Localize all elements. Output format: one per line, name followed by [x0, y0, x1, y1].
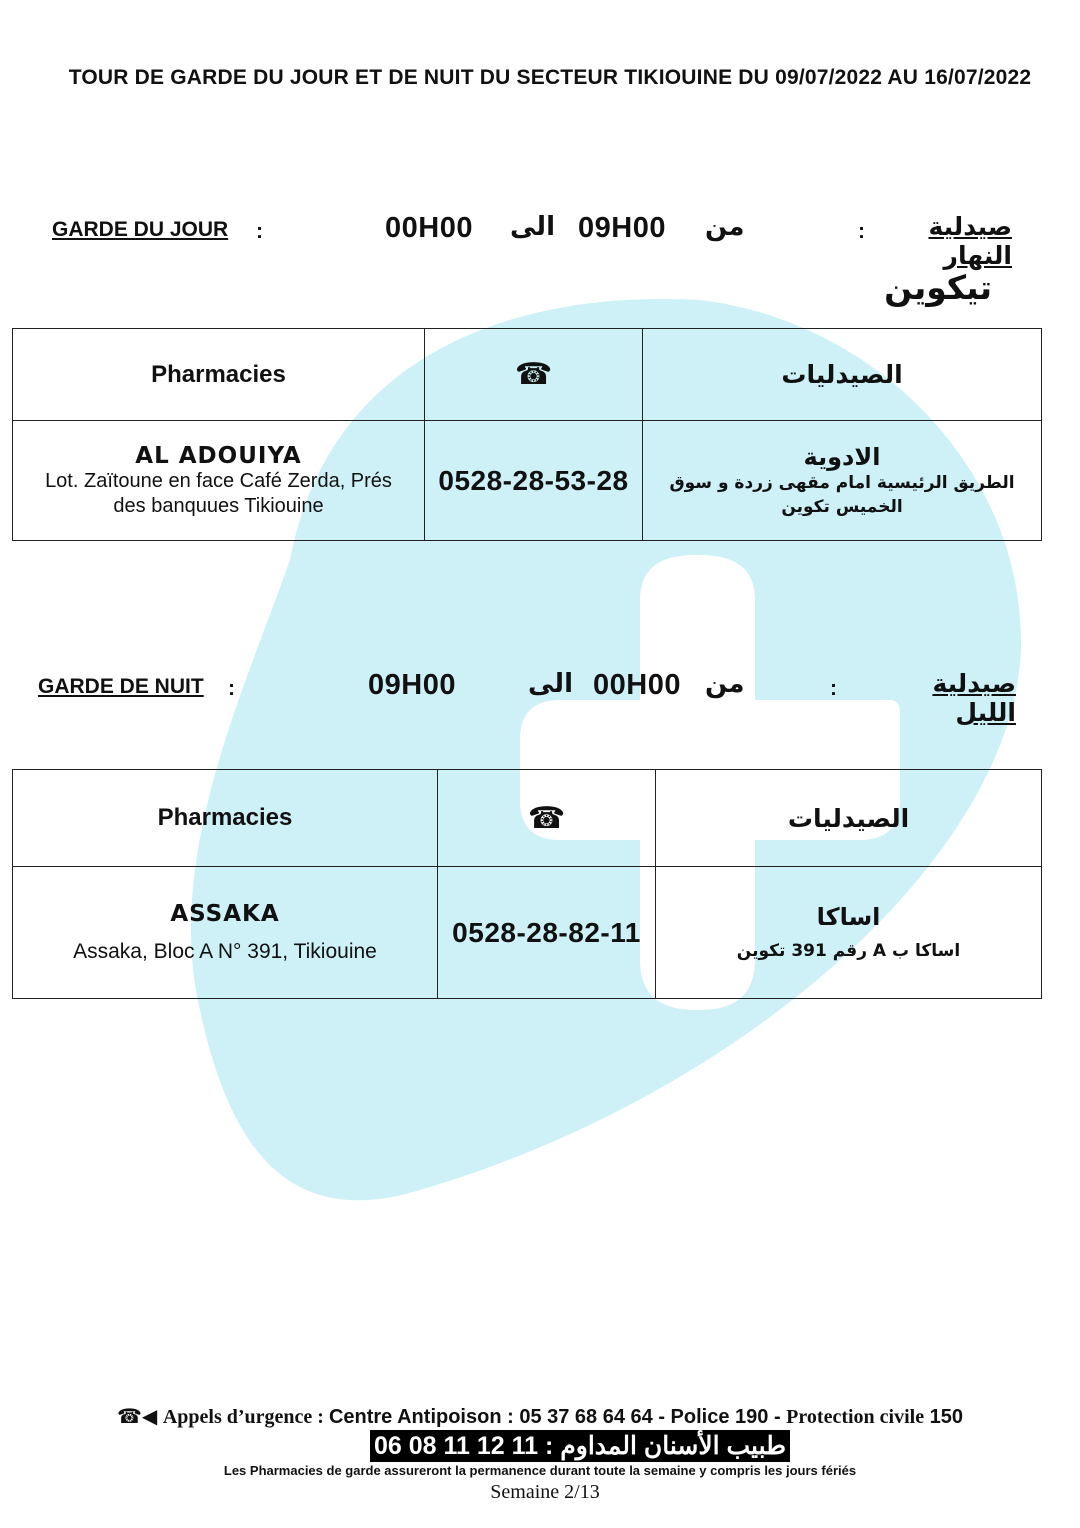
pharmacy-name: ASSAKA: [170, 901, 280, 927]
civil-protection-number: 150: [929, 1406, 964, 1428]
pharmacy-address: Assaka, Bloc A N° 391, Tikiouine: [73, 940, 377, 963]
pharmacy-address-ar: اساكا ب A رقم 391 تكوين: [736, 940, 961, 961]
night-time-from: 00H00: [593, 669, 681, 701]
night-colon: :: [228, 677, 235, 700]
pharmacy-name: AL ADOUIYA: [135, 442, 302, 469]
night-guard-label: GARDE DE NUIT: [38, 675, 204, 698]
day-guard-label-ar: صيدلية النهار: [928, 212, 1012, 270]
pharmacy-phone: 0528-28-82-11: [452, 916, 641, 948]
telephone-icon: ☎: [527, 801, 566, 835]
night-word-from: من: [705, 669, 745, 699]
night-pharmacy-table: [12, 769, 1042, 999]
night-colon-ar: :: [830, 677, 837, 700]
column-header-pharmacies: Pharmacies: [157, 804, 293, 831]
column-header-pharmacies: Pharmacies: [151, 360, 286, 388]
pharmacy-name-ar: الادوية: [803, 442, 881, 471]
pharmacy-name-ar: اساكا: [816, 902, 881, 931]
on-call-dentist: طبيب الأسنان المداوم : 11 12 11 08 06: [370, 1430, 790, 1462]
civil-protection-label: Protection civile: [786, 1406, 925, 1428]
day-word-to: الى: [510, 212, 555, 242]
pharmacy-address-line1: Lot. Zaïtoune en face Café Zerda, Prés: [45, 469, 392, 492]
night-time-to: 09H00: [368, 669, 456, 701]
night-word-to: الى: [528, 669, 573, 699]
day-pharmacy-table: [12, 328, 1042, 541]
day-colon: :: [256, 220, 263, 243]
pharmacy-address-ar-line1: الطريق الرئيسية امام مقهى زردة و سوق: [669, 472, 1015, 493]
day-time-from: 09H00: [578, 212, 666, 244]
locality-ar: تيكوين: [884, 268, 992, 307]
document-title: TOUR DE GARDE DU JOUR ET DE NUIT DU SECTEUR TIKIOUINE DU 09/07/2022 AU 16/07/2022: [68, 66, 1032, 89]
day-colon-ar: :: [858, 220, 865, 243]
column-header-pharmacies-ar: الصيدليات: [787, 803, 910, 833]
pharmacy-phone: 0528-28-53-28: [438, 464, 629, 496]
day-word-from: من: [705, 212, 745, 242]
pharmacy-address-ar-line2: الخميس تكوين: [781, 496, 903, 517]
night-guard-label-ar: صيدلية الليل: [932, 669, 1016, 727]
telephone-icon: ☎: [514, 358, 553, 391]
day-guard-label: GARDE DU JOUR: [52, 218, 229, 241]
emergency-calls-line: [0, 1404, 1080, 1429]
week-indicator: Semaine 2/13: [490, 1481, 600, 1503]
pharmacy-address-line2: des banquues Tikiouine: [113, 494, 324, 517]
emergency-colon: :: [312, 1406, 329, 1428]
phone-icon: ☎◀: [116, 1406, 158, 1428]
day-time-to: 00H00: [385, 212, 473, 244]
emergency-calls-label: Appels d’urgence: [162, 1406, 313, 1428]
guard-note: Les Pharmacies de garde assureront la permanence durant toute la semaine y compris les jours fériés: [223, 1463, 857, 1478]
column-header-pharmacies-ar: الصيدليات: [781, 360, 903, 389]
antipoison-and-police: Centre Antipoison : 05 37 68 64 64 - Police 190 -: [328, 1406, 787, 1428]
